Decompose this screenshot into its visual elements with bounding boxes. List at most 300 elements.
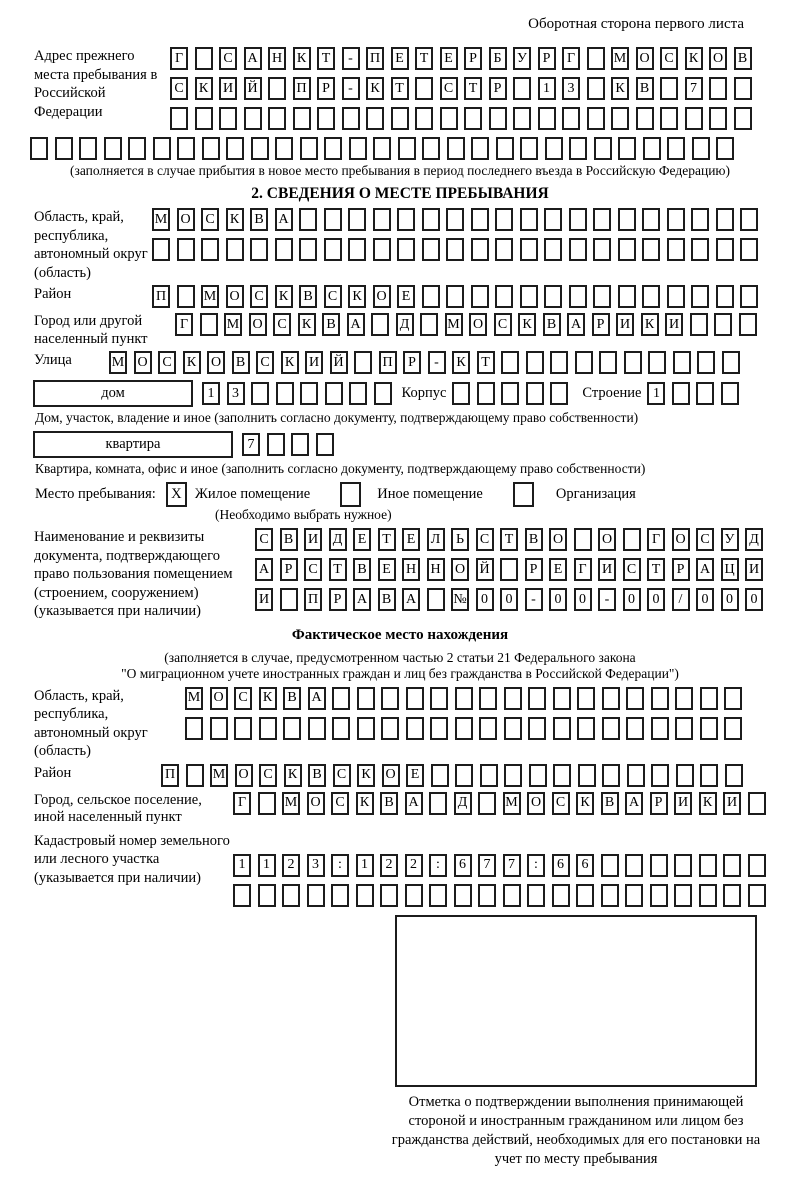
char-cell[interactable]: 0 (623, 588, 641, 611)
char-cell[interactable] (471, 137, 489, 160)
char-cell[interactable]: Е (402, 528, 420, 551)
char-cell[interactable] (734, 77, 752, 100)
char-cell[interactable]: К (699, 792, 717, 815)
char-cell[interactable]: П (379, 351, 397, 374)
char-cell[interactable] (275, 137, 293, 160)
char-cell[interactable] (300, 137, 318, 160)
char-cell[interactable]: К (298, 313, 316, 336)
char-cell[interactable]: У (721, 528, 739, 551)
char-cell[interactable] (721, 382, 739, 405)
char-cell[interactable] (676, 764, 694, 787)
char-cell[interactable]: Т (415, 47, 433, 70)
char-cell[interactable] (716, 137, 734, 160)
char-cell[interactable]: И (674, 792, 692, 815)
char-cell[interactable]: Р (672, 558, 690, 581)
char-cell[interactable]: 0 (647, 588, 665, 611)
char-cell[interactable] (569, 238, 587, 261)
char-cell[interactable] (748, 884, 766, 907)
char-cell[interactable] (513, 107, 531, 130)
char-cell[interactable] (642, 208, 660, 231)
char-cell[interactable]: С (333, 764, 351, 787)
char-cell[interactable] (430, 717, 448, 740)
char-cell[interactable]: А (567, 313, 585, 336)
char-cell[interactable] (381, 687, 399, 710)
char-cell[interactable]: - (598, 588, 616, 611)
char-cell[interactable]: Д (329, 528, 347, 551)
char-cell[interactable]: Р (592, 313, 610, 336)
char-cell[interactable] (342, 107, 360, 130)
char-cell[interactable]: К (366, 77, 384, 100)
char-cell[interactable]: В (636, 77, 654, 100)
char-cell[interactable] (177, 137, 195, 160)
char-cell[interactable]: П (152, 285, 170, 308)
char-cell[interactable] (526, 382, 544, 405)
char-cell[interactable]: Р (538, 47, 556, 70)
char-cell[interactable] (685, 107, 703, 130)
char-cell[interactable] (513, 77, 531, 100)
char-cell[interactable]: : (429, 854, 447, 877)
char-cell[interactable]: Р (329, 588, 347, 611)
char-cell[interactable]: С (660, 47, 678, 70)
char-cell[interactable]: О (549, 528, 567, 551)
char-cell[interactable] (446, 285, 464, 308)
char-cell[interactable] (325, 382, 343, 405)
char-cell[interactable] (724, 687, 742, 710)
char-cell[interactable] (349, 137, 367, 160)
char-cell[interactable] (324, 238, 342, 261)
char-cell[interactable]: 0 (696, 588, 714, 611)
char-cell[interactable] (578, 764, 596, 787)
char-cell[interactable] (672, 382, 690, 405)
char-cell[interactable] (234, 717, 252, 740)
char-cell[interactable] (651, 687, 669, 710)
char-cell[interactable]: Т (500, 528, 518, 551)
char-cell[interactable] (618, 285, 636, 308)
char-cell[interactable]: С (324, 285, 342, 308)
char-cell[interactable] (618, 208, 636, 231)
char-cell[interactable] (429, 884, 447, 907)
char-cell[interactable] (430, 687, 448, 710)
checkbox-zhiloe[interactable]: X (166, 482, 187, 507)
char-cell[interactable] (380, 884, 398, 907)
char-cell[interactable] (366, 107, 384, 130)
char-cell[interactable]: Е (549, 558, 567, 581)
char-cell[interactable]: 3 (227, 382, 245, 405)
char-cell[interactable]: О (636, 47, 654, 70)
char-cell[interactable] (528, 717, 546, 740)
char-cell[interactable] (500, 558, 518, 581)
char-cell[interactable]: А (353, 588, 371, 611)
char-cell[interactable] (496, 137, 514, 160)
char-cell[interactable]: С (255, 528, 273, 551)
char-cell[interactable]: О (207, 351, 225, 374)
char-cell[interactable] (275, 238, 293, 261)
char-cell[interactable] (716, 208, 734, 231)
char-cell[interactable]: Г (647, 528, 665, 551)
char-cell[interactable] (692, 137, 710, 160)
char-cell[interactable]: Г (170, 47, 188, 70)
char-cell[interactable] (373, 238, 391, 261)
char-cell[interactable] (501, 382, 519, 405)
char-cell[interactable] (594, 137, 612, 160)
char-cell[interactable] (259, 717, 277, 740)
char-cell[interactable]: Т (329, 558, 347, 581)
char-cell[interactable]: Й (244, 77, 262, 100)
char-cell[interactable]: К (195, 77, 213, 100)
char-cell[interactable] (455, 687, 473, 710)
char-cell[interactable]: 7 (478, 854, 496, 877)
char-cell[interactable]: Й (476, 558, 494, 581)
char-cell[interactable]: К (518, 313, 536, 336)
char-cell[interactable]: В (250, 208, 268, 231)
char-cell[interactable] (544, 238, 562, 261)
char-cell[interactable] (324, 208, 342, 231)
char-cell[interactable]: Н (268, 47, 286, 70)
char-cell[interactable] (740, 238, 758, 261)
char-cell[interactable]: 1 (258, 854, 276, 877)
char-cell[interactable]: Р (650, 792, 668, 815)
char-cell[interactable] (520, 238, 538, 261)
char-cell[interactable] (332, 717, 350, 740)
char-cell[interactable]: Т (464, 77, 482, 100)
char-cell[interactable]: Й (330, 351, 348, 374)
char-cell[interactable] (699, 884, 717, 907)
char-cell[interactable] (452, 382, 470, 405)
char-cell[interactable] (667, 285, 685, 308)
char-cell[interactable]: О (210, 687, 228, 710)
char-cell[interactable]: О (249, 313, 267, 336)
char-cell[interactable] (420, 313, 438, 336)
char-cell[interactable] (415, 107, 433, 130)
char-cell[interactable] (660, 77, 678, 100)
char-cell[interactable]: 0 (549, 588, 567, 611)
char-cell[interactable] (691, 208, 709, 231)
char-cell[interactable]: К (284, 764, 302, 787)
char-cell[interactable] (699, 854, 717, 877)
char-cell[interactable] (503, 884, 521, 907)
char-cell[interactable] (593, 238, 611, 261)
char-cell[interactable] (739, 313, 757, 336)
char-cell[interactable] (576, 884, 594, 907)
char-cell[interactable]: Ь (451, 528, 469, 551)
char-cell[interactable]: Д (396, 313, 414, 336)
char-cell[interactable] (446, 208, 464, 231)
char-cell[interactable]: К (641, 313, 659, 336)
char-cell[interactable] (624, 351, 642, 374)
char-cell[interactable]: Е (406, 764, 424, 787)
char-cell[interactable] (251, 137, 269, 160)
char-cell[interactable]: 6 (454, 854, 472, 877)
char-cell[interactable]: И (745, 558, 763, 581)
char-cell[interactable]: О (672, 528, 690, 551)
char-cell[interactable] (422, 285, 440, 308)
char-cell[interactable]: К (281, 351, 299, 374)
char-cell[interactable] (268, 77, 286, 100)
char-cell[interactable] (544, 285, 562, 308)
char-cell[interactable] (625, 884, 643, 907)
char-cell[interactable] (544, 208, 562, 231)
char-cell[interactable]: А (696, 558, 714, 581)
char-cell[interactable]: № (451, 588, 469, 611)
char-cell[interactable]: М (611, 47, 629, 70)
char-cell[interactable]: С (250, 285, 268, 308)
char-cell[interactable] (642, 285, 660, 308)
char-cell[interactable]: 2 (380, 854, 398, 877)
char-cell[interactable]: Р (317, 77, 335, 100)
char-cell[interactable]: - (342, 47, 360, 70)
char-cell[interactable] (748, 854, 766, 877)
char-cell[interactable] (422, 238, 440, 261)
char-cell[interactable] (371, 313, 389, 336)
char-cell[interactable] (300, 382, 318, 405)
char-cell[interactable]: Е (440, 47, 458, 70)
char-cell[interactable]: С (476, 528, 494, 551)
char-cell[interactable]: С (234, 687, 252, 710)
char-cell[interactable] (650, 884, 668, 907)
char-cell[interactable]: К (275, 285, 293, 308)
char-cell[interactable] (291, 433, 309, 456)
char-cell[interactable] (202, 137, 220, 160)
char-cell[interactable] (748, 792, 766, 815)
char-cell[interactable] (724, 717, 742, 740)
char-cell[interactable] (577, 717, 595, 740)
char-cell[interactable]: О (373, 285, 391, 308)
char-cell[interactable] (650, 854, 668, 877)
char-cell[interactable] (587, 47, 605, 70)
char-cell[interactable]: Г (562, 47, 580, 70)
char-cell[interactable]: О (527, 792, 545, 815)
char-cell[interactable] (250, 238, 268, 261)
char-cell[interactable] (716, 238, 734, 261)
char-cell[interactable] (553, 687, 571, 710)
char-cell[interactable] (356, 884, 374, 907)
char-cell[interactable]: Н (427, 558, 445, 581)
char-cell[interactable] (740, 285, 758, 308)
char-cell[interactable]: Р (489, 77, 507, 100)
char-cell[interactable] (152, 238, 170, 261)
char-cell[interactable]: М (282, 792, 300, 815)
char-cell[interactable] (316, 433, 334, 456)
char-cell[interactable]: 0 (574, 588, 592, 611)
char-cell[interactable] (422, 208, 440, 231)
char-cell[interactable] (258, 884, 276, 907)
char-cell[interactable] (504, 687, 522, 710)
char-cell[interactable]: А (275, 208, 293, 231)
char-cell[interactable]: 1 (538, 77, 556, 100)
char-cell[interactable] (550, 351, 568, 374)
char-cell[interactable] (308, 717, 326, 740)
char-cell[interactable] (504, 717, 522, 740)
char-cell[interactable]: С (158, 351, 176, 374)
char-cell[interactable] (479, 717, 497, 740)
char-cell[interactable] (489, 107, 507, 130)
char-cell[interactable]: Т (477, 351, 495, 374)
char-cell[interactable]: Б (489, 47, 507, 70)
char-cell[interactable]: С (440, 77, 458, 100)
char-cell[interactable]: - (525, 588, 543, 611)
char-cell[interactable] (648, 351, 666, 374)
char-cell[interactable]: А (308, 687, 326, 710)
char-cell[interactable] (574, 528, 592, 551)
char-cell[interactable]: 7 (242, 433, 260, 456)
char-cell[interactable] (697, 351, 715, 374)
char-cell[interactable] (397, 208, 415, 231)
char-cell[interactable] (478, 884, 496, 907)
char-cell[interactable]: К (226, 208, 244, 231)
char-cell[interactable]: М (445, 313, 463, 336)
char-cell[interactable] (397, 238, 415, 261)
char-cell[interactable]: 0 (721, 588, 739, 611)
char-cell[interactable]: К (356, 792, 374, 815)
char-cell[interactable] (446, 238, 464, 261)
char-cell[interactable] (200, 313, 218, 336)
char-cell[interactable] (332, 687, 350, 710)
char-cell[interactable] (626, 687, 644, 710)
char-cell[interactable]: Д (745, 528, 763, 551)
char-cell[interactable] (651, 717, 669, 740)
char-cell[interactable]: Ц (721, 558, 739, 581)
char-cell[interactable]: Т (317, 47, 335, 70)
char-cell[interactable] (700, 764, 718, 787)
char-cell[interactable]: В (734, 47, 752, 70)
char-cell[interactable]: С (552, 792, 570, 815)
char-cell[interactable] (593, 285, 611, 308)
char-cell[interactable] (293, 107, 311, 130)
char-cell[interactable]: О (307, 792, 325, 815)
char-cell[interactable] (734, 107, 752, 130)
char-cell[interactable] (553, 764, 571, 787)
char-cell[interactable]: 0 (745, 588, 763, 611)
char-cell[interactable] (104, 137, 122, 160)
char-cell[interactable]: 1 (233, 854, 251, 877)
char-cell[interactable]: К (357, 764, 375, 787)
char-cell[interactable] (177, 238, 195, 261)
char-cell[interactable]: Р (403, 351, 421, 374)
char-cell[interactable] (195, 47, 213, 70)
char-cell[interactable]: С (304, 558, 322, 581)
char-cell[interactable]: С (201, 208, 219, 231)
char-cell[interactable] (675, 687, 693, 710)
char-cell[interactable] (276, 382, 294, 405)
char-cell[interactable] (283, 717, 301, 740)
char-cell[interactable] (587, 107, 605, 130)
char-cell[interactable] (601, 854, 619, 877)
char-cell[interactable]: К (685, 47, 703, 70)
char-cell[interactable]: Е (391, 47, 409, 70)
char-cell[interactable] (725, 764, 743, 787)
char-cell[interactable]: В (543, 313, 561, 336)
char-cell[interactable]: 2 (405, 854, 423, 877)
char-cell[interactable]: О (451, 558, 469, 581)
char-cell[interactable]: У (513, 47, 531, 70)
char-cell[interactable] (660, 107, 678, 130)
char-cell[interactable] (723, 884, 741, 907)
char-cell[interactable]: С (623, 558, 641, 581)
char-cell[interactable]: А (255, 558, 273, 581)
char-cell[interactable] (478, 792, 496, 815)
char-cell[interactable] (447, 137, 465, 160)
char-cell[interactable]: М (152, 208, 170, 231)
char-cell[interactable]: М (109, 351, 127, 374)
char-cell[interactable]: С (494, 313, 512, 336)
char-cell[interactable] (153, 137, 171, 160)
char-cell[interactable] (210, 717, 228, 740)
char-cell[interactable] (177, 285, 195, 308)
char-cell[interactable]: К (348, 285, 366, 308)
char-cell[interactable]: М (185, 687, 203, 710)
char-cell[interactable] (30, 137, 48, 160)
char-cell[interactable]: Т (647, 558, 665, 581)
char-cell[interactable] (714, 313, 732, 336)
char-cell[interactable] (454, 884, 472, 907)
char-cell[interactable] (251, 382, 269, 405)
char-cell[interactable]: Д (454, 792, 472, 815)
char-cell[interactable]: М (201, 285, 219, 308)
char-cell[interactable]: - (342, 77, 360, 100)
char-cell[interactable] (226, 137, 244, 160)
char-cell[interactable]: С (170, 77, 188, 100)
char-cell[interactable] (740, 208, 758, 231)
char-cell[interactable]: 0 (500, 588, 518, 611)
char-cell[interactable]: 3 (307, 854, 325, 877)
char-cell[interactable]: И (665, 313, 683, 336)
char-cell[interactable] (722, 351, 740, 374)
char-cell[interactable]: 1 (202, 382, 220, 405)
char-cell[interactable] (691, 238, 709, 261)
char-cell[interactable]: И (598, 558, 616, 581)
char-cell[interactable] (618, 238, 636, 261)
char-cell[interactable]: А (625, 792, 643, 815)
char-cell[interactable] (349, 382, 367, 405)
char-cell[interactable] (528, 687, 546, 710)
char-cell[interactable] (233, 884, 251, 907)
char-cell[interactable] (716, 285, 734, 308)
char-cell[interactable] (520, 137, 538, 160)
char-cell[interactable]: В (232, 351, 250, 374)
char-cell[interactable]: К (452, 351, 470, 374)
char-cell[interactable]: Р (464, 47, 482, 70)
char-cell[interactable] (575, 351, 593, 374)
char-cell[interactable] (602, 687, 620, 710)
char-cell[interactable] (405, 884, 423, 907)
char-cell[interactable] (354, 351, 372, 374)
char-cell[interactable] (709, 107, 727, 130)
char-cell[interactable]: Е (378, 558, 396, 581)
char-cell[interactable]: 7 (503, 854, 521, 877)
char-cell[interactable] (642, 238, 660, 261)
char-cell[interactable]: К (183, 351, 201, 374)
char-cell[interactable]: 3 (562, 77, 580, 100)
char-cell[interactable] (267, 433, 285, 456)
char-cell[interactable] (636, 107, 654, 130)
char-cell[interactable]: Л (427, 528, 445, 551)
char-cell[interactable]: М (210, 764, 228, 787)
char-cell[interactable] (331, 884, 349, 907)
char-cell[interactable] (527, 884, 545, 907)
char-cell[interactable]: В (322, 313, 340, 336)
char-cell[interactable] (691, 285, 709, 308)
char-cell[interactable] (667, 208, 685, 231)
char-cell[interactable]: И (723, 792, 741, 815)
char-cell[interactable] (520, 208, 538, 231)
char-cell[interactable] (480, 764, 498, 787)
char-cell[interactable] (690, 313, 708, 336)
char-cell[interactable] (675, 717, 693, 740)
char-cell[interactable]: 7 (685, 77, 703, 100)
char-cell[interactable] (674, 854, 692, 877)
char-cell[interactable] (602, 717, 620, 740)
char-cell[interactable]: 6 (552, 854, 570, 877)
